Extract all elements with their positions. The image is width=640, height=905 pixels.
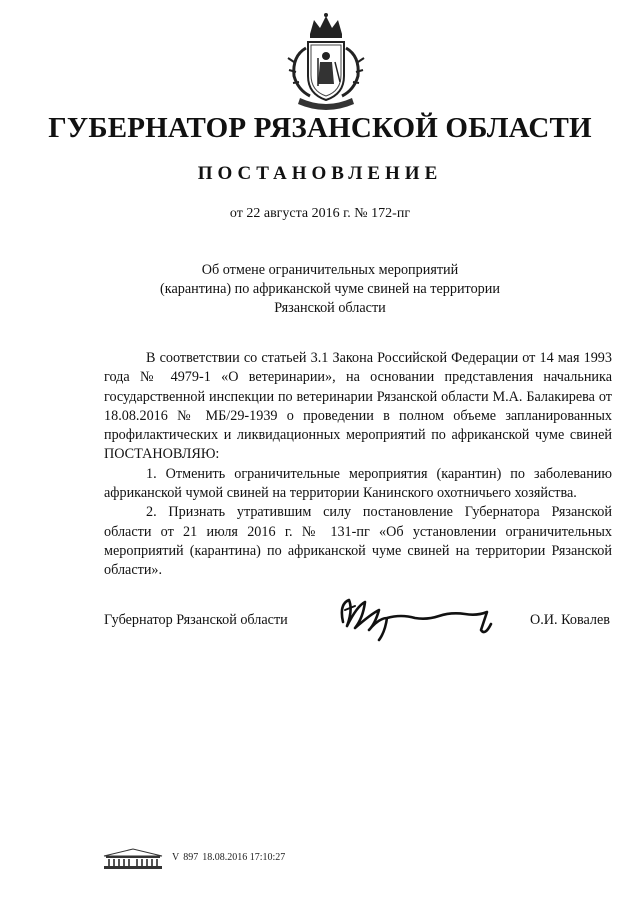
body-paragraph-item-1: 1. Отменить ограничительные мероприятия (карантин) по заболеванию африканской чумой свиней на территории Канинского охотничьего хозяйства. bbox=[104, 465, 612, 502]
document-date-number: от 22 августа 2016 г. № 172-пг bbox=[229, 206, 411, 221]
document-body bbox=[104, 349, 612, 581]
body-paragraph-item-2: 2. Признать утратившим силу постановление Губернатора Рязанской области от 21 июля 2016 г. № 131-пг «Об установлении ограничительных мероприятий (карантина) по африканской чуме свиней на территории Рязанской области». bbox=[104, 504, 612, 579]
subject-line: Об отмене ограничительных мероприятий bbox=[201, 262, 459, 278]
handwritten-signature bbox=[335, 588, 510, 643]
signatory-role: Губернатор Рязанской области bbox=[104, 612, 288, 628]
subject-line: Рязанской области bbox=[274, 300, 386, 316]
governor-heading: ГУБЕРНАТОР РЯЗАНСКОЙ ОБЛАСТИ bbox=[48, 112, 592, 144]
document-type: ПОСТАНОВЛЕНИЕ bbox=[197, 163, 443, 184]
registration-timestamp: 18.08.2016 17:10:27 bbox=[202, 852, 286, 863]
registration-mark: V bbox=[172, 852, 180, 863]
registration-number: 897 bbox=[183, 852, 199, 863]
coat-of-arms-icon bbox=[280, 12, 372, 112]
subject-line: (карантина) по африканской чуме свиней на территории bbox=[160, 281, 500, 297]
document-subject bbox=[150, 261, 510, 318]
registration-stamp bbox=[172, 852, 289, 863]
building-logo-icon bbox=[102, 848, 164, 870]
body-paragraph-preamble: В соответствии со статьей 3.1 Закона Российской Федерации от 14 мая 1993 года № 4979-1 «О ветеринарии», на основании представления начальника государственной инспекции по ветеринарии Рязанской области М.А. Балакирева от 18.08.2016 № МБ/29-1939 о проведении в полном объеме запланированных профилактических и ликвидационных мероприятий по африканской чуме свиней ПОСТАНОВЛЯЮ: bbox=[104, 350, 612, 463]
signatory-name: О.И. Ковалев bbox=[530, 612, 610, 628]
